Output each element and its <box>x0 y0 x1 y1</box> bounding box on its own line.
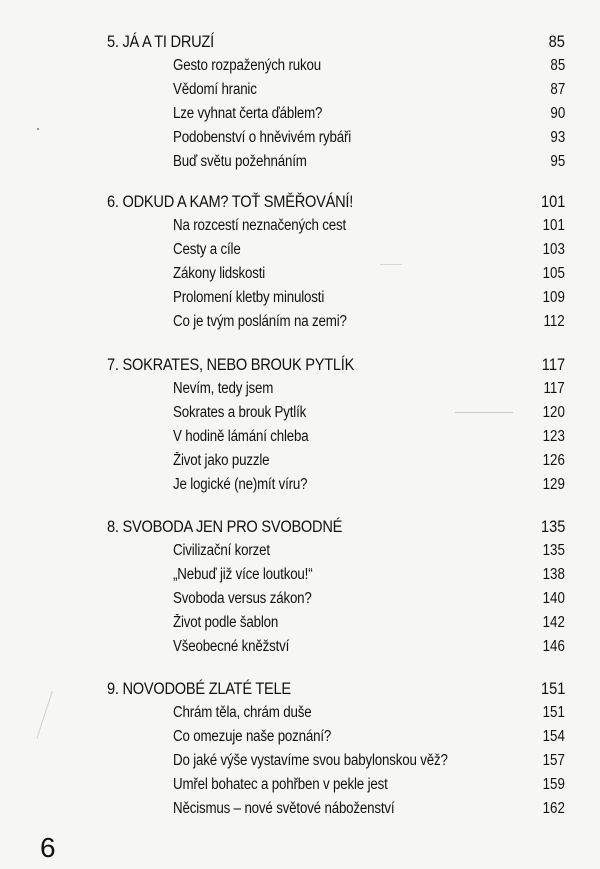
chapter-page: 135 <box>540 517 565 536</box>
entry-page: 109 <box>542 289 565 306</box>
toc-entry <box>0 449 600 473</box>
entry-title: Zákony lidskosti <box>173 265 266 282</box>
entry-page: 157 <box>542 752 565 769</box>
entry-page: 162 <box>542 800 565 817</box>
toc-entry <box>0 749 600 773</box>
toc-entry <box>0 262 600 286</box>
toc-entry <box>0 54 600 78</box>
chapter-heading <box>0 353 600 377</box>
entry-title: Život podle šablon <box>173 614 279 631</box>
chapter-page: 101 <box>540 192 565 211</box>
entry-title: Podobenství o hněvivém rybáři <box>173 129 352 146</box>
toc-entry <box>0 150 600 174</box>
entry-page: 140 <box>542 590 565 607</box>
entry-title: Svoboda versus zákon? <box>173 590 312 607</box>
entry-title: Něcismus – nové světové náboženství <box>173 800 395 817</box>
scan-mark <box>37 128 39 130</box>
entry-title: Lze vyhnat čerta ďáblem? <box>173 105 323 122</box>
entry-page: 123 <box>542 428 565 445</box>
entry-page: 154 <box>542 728 565 745</box>
chapter-heading <box>0 677 600 701</box>
toc-entry <box>0 214 600 238</box>
toc-entry <box>0 425 600 449</box>
toc-entry <box>0 126 600 150</box>
toc-entry <box>0 563 600 587</box>
scan-mark <box>455 412 513 413</box>
entry-page: 112 <box>543 313 565 330</box>
toc-entry <box>0 401 600 425</box>
entry-title: „Nebuď již více loutkou!“ <box>173 566 313 583</box>
entry-title: Chrám těla, chrám duše <box>173 704 312 721</box>
toc-entry <box>0 238 600 262</box>
entry-title: Prolomení kletby minulosti <box>173 289 325 306</box>
toc-entry <box>0 377 600 401</box>
entry-page: 135 <box>542 542 565 559</box>
entry-page: 90 <box>550 105 565 122</box>
entry-title: Buď světu požehnáním <box>173 153 307 170</box>
toc-entry <box>0 473 600 497</box>
chapter-page: 151 <box>540 679 565 698</box>
entry-page: 85 <box>550 57 565 74</box>
toc-entry <box>0 310 600 334</box>
toc-entry <box>0 725 600 749</box>
entry-page: 159 <box>542 776 565 793</box>
chapter-title: 6. ODKUD A KAM? TOŤ SMĚŘOVÁNÍ! <box>107 192 354 211</box>
toc-entry <box>0 701 600 725</box>
toc-entry <box>0 635 600 659</box>
entry-page: 101 <box>542 217 565 234</box>
toc-entry <box>0 539 600 563</box>
chapter-page: 85 <box>548 32 565 51</box>
toc-entry <box>0 773 600 797</box>
toc-entry <box>0 611 600 635</box>
entry-page: 146 <box>542 638 565 655</box>
entry-page: 105 <box>542 265 565 282</box>
entry-title: Na rozcestí neznačených cest <box>173 217 347 234</box>
entry-page: 138 <box>542 566 565 583</box>
chapter-heading <box>0 515 600 539</box>
entry-title: Sokrates a brouk Pytlík <box>173 404 307 421</box>
entry-title: Nevím, tedy jsem <box>173 380 274 397</box>
entry-page: 151 <box>542 704 565 721</box>
chapter-title: 9. NOVODOBÉ ZLATÉ TELE <box>107 679 291 698</box>
chapter-title: 8. SVOBODA JEN PRO SVOBODNÉ <box>107 517 343 536</box>
chapter-heading <box>0 190 600 214</box>
toc-entry <box>0 286 600 310</box>
entry-title: Umřel bohatec a pohřben v pekle jest <box>173 776 388 793</box>
entry-title: Všeobecné kněžství <box>173 638 290 655</box>
entry-title: Co omezuje naše poznání? <box>173 728 332 745</box>
entry-page: 87 <box>550 81 565 98</box>
chapter-title: 5. JÁ A TI DRUZÍ <box>107 32 214 51</box>
entry-title: V hodině lámání chleba <box>173 428 309 445</box>
entry-title: Civilizační korzet <box>173 542 270 559</box>
entry-page: 126 <box>542 452 565 469</box>
entry-page: 120 <box>542 404 565 421</box>
entry-page: 95 <box>550 153 565 170</box>
toc-entry <box>0 78 600 102</box>
entry-title: Je logické (ne)mít víru? <box>173 476 308 493</box>
entry-page: 103 <box>542 241 565 258</box>
page-number: 6 <box>40 832 56 863</box>
entry-page: 142 <box>542 614 565 631</box>
entry-title: Cesty a cíle <box>173 241 241 258</box>
toc-entry <box>0 587 600 611</box>
entry-page: 129 <box>542 476 565 493</box>
entry-title: Vědomí hranic <box>173 81 257 98</box>
entry-title: Co je tvým posláním na zemi? <box>173 313 347 330</box>
entry-title: Život jako puzzle <box>173 452 270 469</box>
entry-page: 93 <box>550 129 565 146</box>
toc-entry <box>0 797 600 821</box>
toc-entry <box>0 102 600 126</box>
entry-page: 117 <box>543 380 565 397</box>
entry-title: Do jaké výše vystavíme svou babylonskou věž? <box>173 752 448 769</box>
scan-mark <box>380 264 402 265</box>
chapter-title: 7. SOKRATES, NEBO BROUK PYTLÍK <box>107 355 355 374</box>
chapter-page: 117 <box>541 355 565 374</box>
entry-title: Gesto rozpažených rukou <box>173 57 321 74</box>
chapter-heading <box>0 30 600 54</box>
